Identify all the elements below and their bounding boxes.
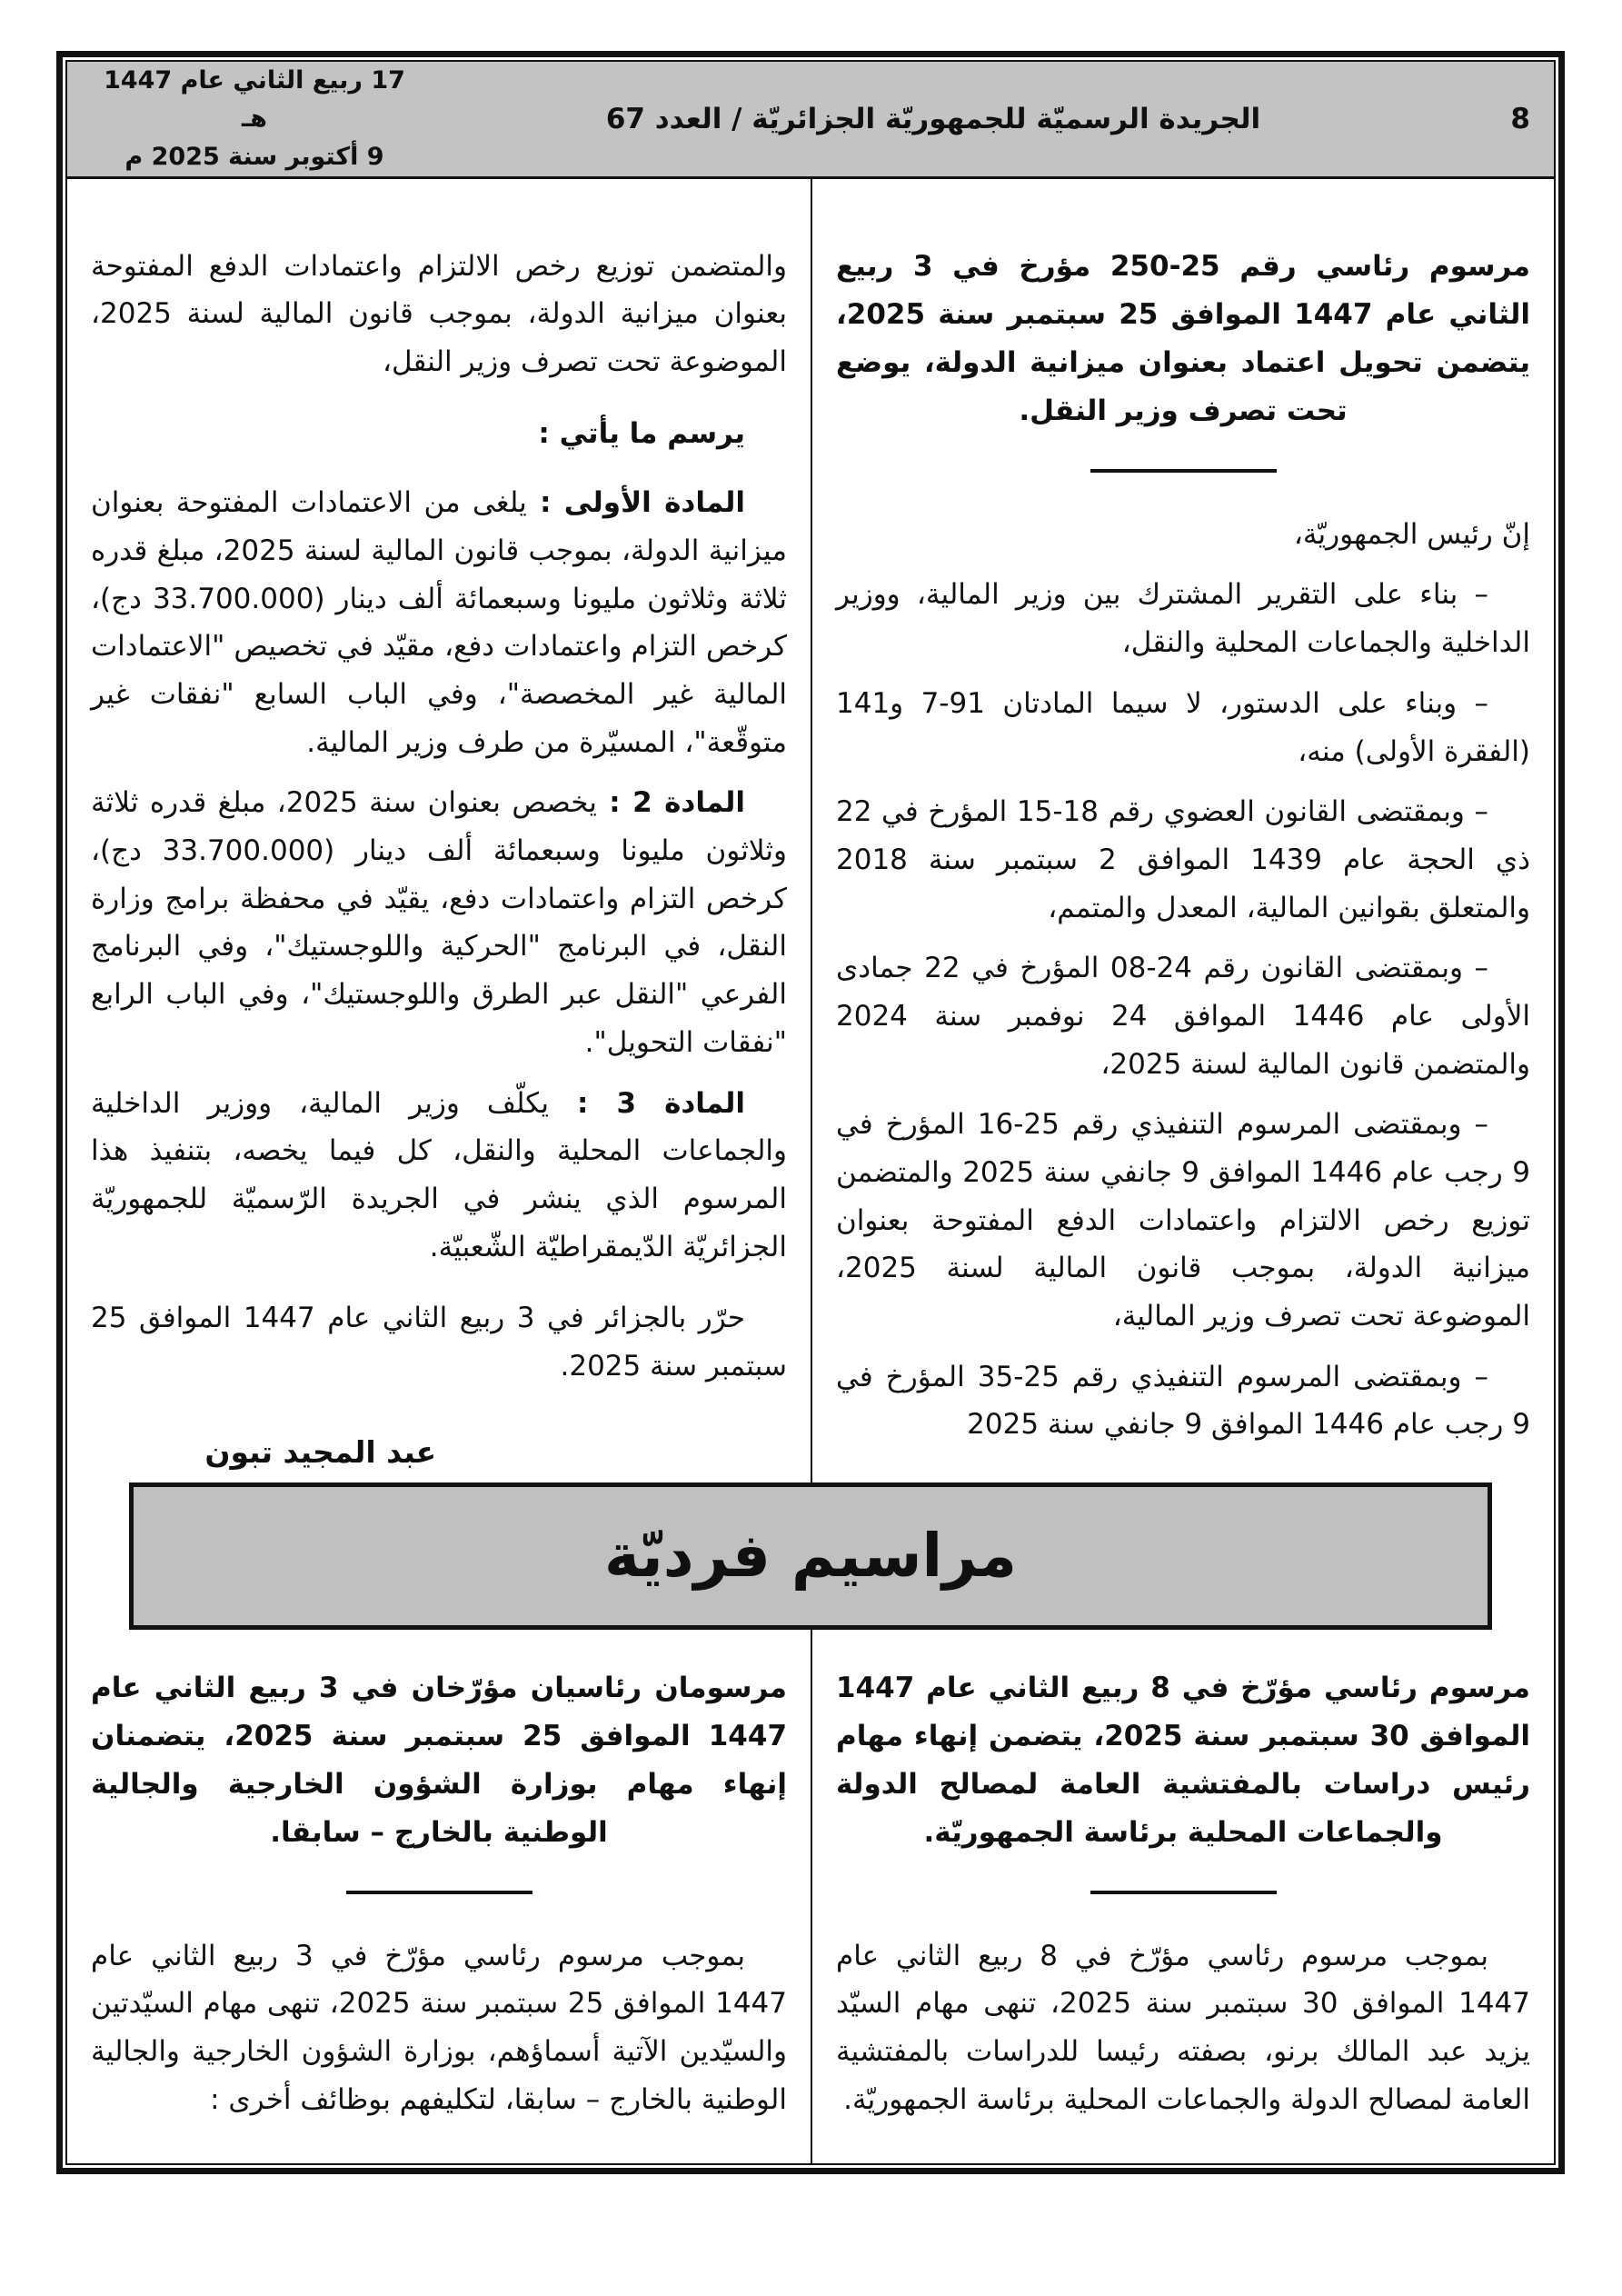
- closing-line: حرّر بالجزائر في 3 ربيع الثاني عام 1447 الموافق 25 سبتمبر سنة 2025.: [91, 1302, 787, 1383]
- top-left-column: [67, 179, 811, 1482]
- date-gregorian: 9 أكتوبر سنة 2025 م: [124, 142, 384, 171]
- decree-heading: مرسومان رئاسيان مؤرّخان في 3 ربيع الثاني عام 1447 الموافق 25 سبتمبر سنة 2025، يتضمنان إنهاء مهام بوزارة الشؤون الخارجية والجالية الوطنية بالخارج – سابقا.: [91, 1671, 788, 1850]
- paragraph: – وبمقتضى المرسوم التنفيذي رقم 25-16 المؤرخ في 9 رجب عام 1446 الموافق 9 جانفي سنة 2025 والمتضمن توزيع رخص الالتزام واعتمادات الدفع المفتوحة بعنوان ميزانية الدولة، بموجب قانون المالية لسنة 2025، الموضوعة تحت تصرف وزير المالية،: [836, 1108, 1530, 1333]
- decree-heading: مرسوم رئاسي مؤرّخ في 8 ربيع الثاني عام 1447 الموافق 30 سبتمبر سنة 2025، يتضمن إنهاء مهام رئيس دراسات بالمفتشية العامة لمصالح الدولة والجماعات المحلية برئاسة الجمهوريّة.: [836, 1671, 1530, 1850]
- page-frame: [56, 51, 1565, 2174]
- top-right-column: [811, 179, 1554, 1482]
- signature-wrap: [91, 1427, 551, 1478]
- date-hijri: 17 ربيع الثاني عام 1447 هـ: [104, 66, 405, 133]
- section-bottom: [67, 1630, 1554, 2163]
- separator-rule: [1090, 469, 1277, 473]
- paragraph: إنّ رئيس الجمهوريّة،: [1293, 517, 1530, 551]
- banner-individual-decrees: مراسيم فرديّة: [129, 1482, 1492, 1630]
- decree-body: بموجب مرسوم رئاسي مؤرّخ في 3 ربيع الثاني عام 1447 الموافق 25 سبتمبر سنة 2025، تنهى مهام السيّدتين والسيّدين الآتية أسماؤهم، بوزارة الشؤون الخارجية والجالية الوطنية بالخارج – سابقا، لتكليفهم بوظائف أخرى :: [91, 1939, 787, 2116]
- article-3-label: المادة 3 :: [549, 1086, 745, 1120]
- paragraph: – وبمقتضى القانون العضوي رقم 18-15 المؤرخ في 22 ذي الحجة عام 1439 الموافق 2 سبتمبر سنة 2018 والمتعلق بقوانين المالية، المعدل والمتمم،: [836, 795, 1530, 924]
- gazette-title: الجريدة الرسميّة للجمهوريّة الجزائريّة / العدد 67: [605, 102, 1261, 135]
- article-1: [91, 479, 787, 766]
- article-1-text: يلغى من الاعتمادات المفتوحة بعنوان ميزانية الدولة، بموجب قانون المالية لسنة 2025، مبلغ قدره ثلاثة وثلاثون مليونا وسبعمائة ألف دينار (33.700.000 دج)، كرخص التزام واعتمادات دفع، مقيّد في تخصيص "الاعتمادات المالية غير المخصصة"، وفي الباب السابع "نفقات غير متوقّعة"، المسيّرة من طرف وزير المالية.: [91, 486, 787, 759]
- signature: عبد المجيد تبون: [204, 1433, 437, 1470]
- paragraph: – بناء على التقرير المشترك بين وزير المالية، ووزير الداخلية والجماعات المحلية والنقل،: [836, 578, 1530, 660]
- decree-body: بموجب مرسوم رئاسي مؤرّخ في 8 ربيع الثاني عام 1447 الموافق 30 سبتمبر سنة 2025، تنهى مهام السيّد يزيد عبد المالك برنو، بصفته رئيسا للدراسات بالمفتشية العامة لمصالح الدولة والجماعات المحلية برئاسة الجمهوريّة.: [836, 1939, 1530, 2116]
- paragraph-continuation: والمتضمن توزيع رخص الالتزام واعتمادات الدفع المفتوحة بعنوان ميزانية الدولة، بموجب قانون المالية لسنة 2025، الموضوعة تحت تصرف وزير النقل،: [91, 249, 787, 378]
- article-2-text: يخصص بعنوان سنة 2025، مبلغ قدره ثلاثة وثلاثون مليونا وسبعمائة ألف دينار (33.700.000 دج)، كرخص التزام واعتمادات دفع، يقيّد في محفظة برامج وزارة النقل، في البرنامج "الحركية واللوجستيك"، وفي البرنامج الفرعي "النقل عبر الطرق واللوجستيك"، وفي الباب الرابع "نفقات التحويل".: [91, 786, 787, 1059]
- decree-heading: مرسوم رئاسي رقم 25-250 مؤرخ في 3 ربيع الثاني عام 1447 الموافق 25 سبتمبر سنة 2025، يتضمن تحويل اعتماد بعنوان ميزانية الدولة، يوضع تحت تصرف وزير النقل.: [836, 249, 1530, 428]
- article-1-label: المادة الأولى :: [526, 486, 746, 520]
- article-2-label: المادة 2 :: [596, 786, 746, 820]
- page-frame-inner: [65, 60, 1556, 2165]
- separator-rule: [1090, 1891, 1277, 1894]
- article-3-text: يكلّف وزير المالية، ووزير الداخلية والجماعات المحلية والنقل، كل فيما يخصه، بتنفيذ هذا المرسوم الذي ينشر في الجريدة الرّسميّة للجمهوريّة الجزائريّة الدّيمقراطيّة الشّعبيّة.: [91, 1086, 787, 1263]
- bottom-right-column: [811, 1630, 1554, 2163]
- page-number: 8: [1510, 102, 1530, 135]
- bottom-left-column: [67, 1630, 811, 2163]
- section-top: [67, 179, 1554, 1482]
- paragraph: – وبمقتضى القانون رقم 24-08 المؤرخ في 22 جمادى الأولى عام 1446 الموافق 24 نوفمبر سنة 2024 والمتضمن قانون المالية لسنة 2025،: [836, 952, 1530, 1081]
- header-band: [67, 62, 1554, 179]
- article-3: [91, 1080, 787, 1272]
- paragraph: – وبناء على الدستور، لا سيما المادتان 91-7 و141 (الفقرة الأولى) منه،: [836, 686, 1530, 768]
- article-2: [91, 779, 787, 1066]
- date-block: [91, 62, 418, 176]
- paragraph: – وبمقتضى المرسوم التنفيذي رقم 25-35 المؤرخ في 9 رجب عام 1446 الموافق 9 جانفي سنة 2025: [836, 1360, 1530, 1442]
- separator-rule: [346, 1891, 532, 1894]
- dictum-line: يرسم ما يأتي :: [538, 416, 745, 450]
